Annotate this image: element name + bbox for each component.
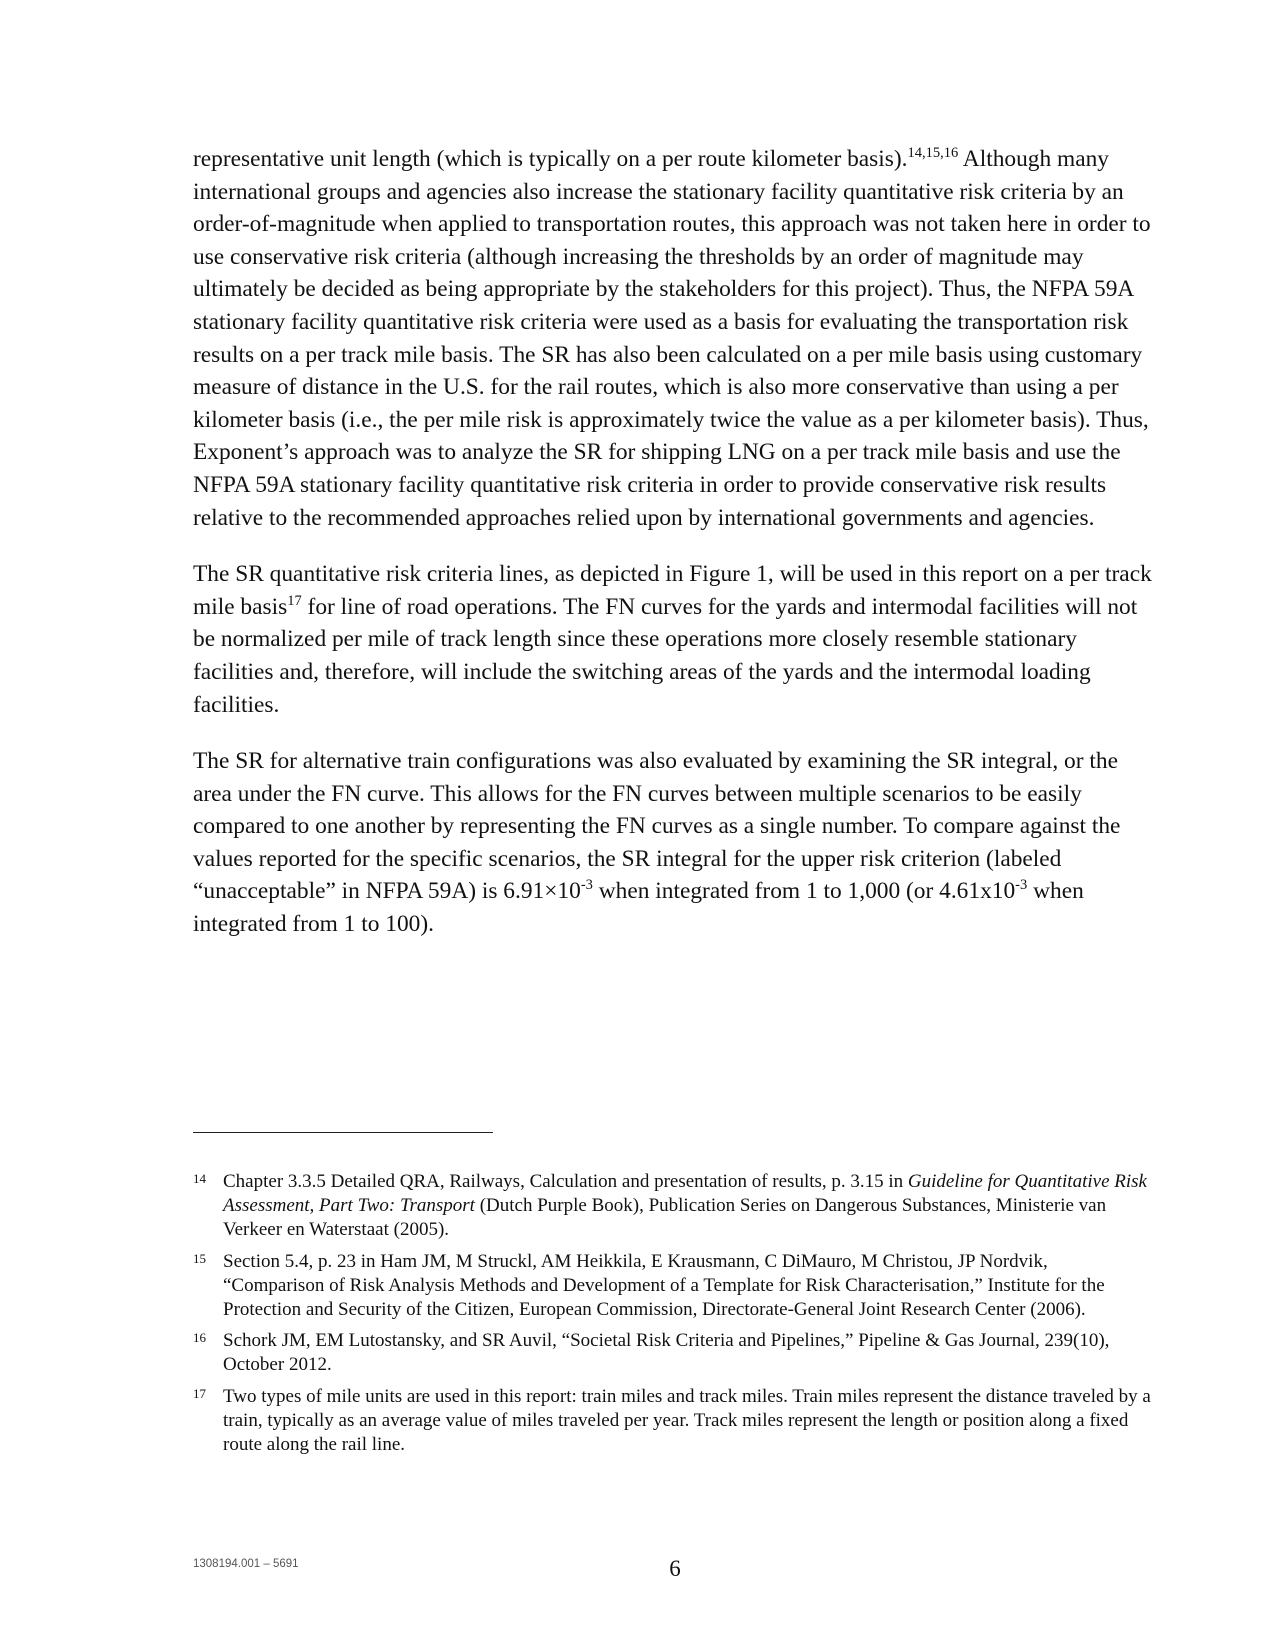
- footnote-ref: -3: [580, 877, 593, 894]
- footnotes: [193, 1170, 1153, 1464]
- footnote-text: [223, 1385, 1153, 1458]
- footnote-text: [223, 1329, 1153, 1377]
- footnote-17: [193, 1385, 1153, 1458]
- text-run: The SR for alternative train configurations was also evaluated by examining the SR integral, or the area under the FN curve. This allows for the FN curves between multiple scenarios to be easily compared to one another by representing the FN curves as a single number. To compare against the values reported for the specific scenarios, the SR integral for the upper risk criterion (labeled “unacceptable” in NFPA 59A) is 6.91×10: [193, 748, 1121, 905]
- text-run: for line of road operations. The FN curves for the yards and intermodal facilities will not be normalized per mile of track length since these operations more closely resemble stationary facilities and, therefore, will include the switching areas of the yards and the intermodal loading facilities.: [193, 593, 1138, 718]
- footnote-14: [193, 1170, 1153, 1243]
- footnote-number: 15: [193, 1250, 206, 1266]
- footnote-text: [223, 1170, 1153, 1243]
- footnote-ref: 17: [287, 592, 302, 609]
- text-run: The SR quantitative risk criteria lines, as depicted in Figure 1, will be used in this report on a per track mile basis: [193, 561, 1152, 620]
- footnote-ref: 14,15,16: [907, 145, 959, 162]
- page-number: 6: [669, 1556, 681, 1581]
- italic-title: Guideline for Quantitative Risk Assessment, Part Two: Transport: [223, 1171, 1147, 1217]
- text-run: Section 5.4, p. 23 in Ham JM, M Struckl, AM Heikkila, E Krausmann, C DiMauro, M Christou, JP Nordvik, “Comparison of Risk Analysis Methods and Development of a Template for Risk Characterisation,” Institute for the Protection and Security of the Citizen, European Commission, Directorate-General Joint Research Center (2006).: [223, 1250, 1105, 1321]
- text-run: when integrated from 1 to 1,000 (or 4.61x10: [592, 878, 1016, 905]
- body-text: [193, 143, 1153, 965]
- text-run: when integrated from 1 to 100).: [193, 878, 1084, 938]
- footnote-15: [193, 1250, 1153, 1323]
- footnote-number: 16: [193, 1330, 206, 1346]
- text-run: Schork JM, EM Lutostansky, and SR Auvil, “Societal Risk Criteria and Pipelines,” Pipeline & Gas Journal, 239(10), October 2012.: [223, 1330, 1110, 1376]
- footnote-ref: -3: [1015, 877, 1028, 894]
- text-run: Chapter 3.3.5 Detailed QRA, Railways, Calculation and presentation of results, p. 3.15 in: [223, 1171, 908, 1192]
- footnote-separator: [193, 1132, 493, 1133]
- paragraph-1: [193, 143, 1153, 534]
- footnote-number: 17: [193, 1385, 206, 1401]
- text-run: Two types of mile units are used in this report: train miles and track miles. Train miles represent the distance traveled by a train, typically as an average value of miles traveled per year. Track miles represent the length or position along a fixed route along the rail line.: [223, 1385, 1151, 1456]
- text-run: (Dutch Purple Book), Publication Series on Dangerous Substances, Ministerie van Verkeer en Waterstaat (2005).: [223, 1195, 1107, 1241]
- paragraph-2: [193, 558, 1153, 721]
- text-run: representative unit length (which is typically on a per route kilometer basis).: [193, 146, 908, 172]
- paragraph-3: [193, 745, 1153, 941]
- text-run: Although many international groups and agencies also increase the stationary facility quantitative risk criteria by an order-of-magnitude when applied to transportation routes, this approach was not taken here in order to use conservative risk criteria (although increasing the thresholds by an order of magnitude may ultimately be decided as being appropriate by the stakeholders for this project). Thus, the NFPA 59A stationary facility quantitative risk criteria were used as a basis for evaluating the transportation risk results on a per track mile basis. The SR has also been calculated on a per mile basis using customary measure of distance in the U.S. for the rail routes, which is also more conservative than using a per kilometer basis (i.e., the per mile risk is approximately twice the value as a per kilometer basis). Thus, Exponent’s approach was to analyze the SR for shipping LNG on a per track mile basis and use the NFPA 59A stationary facility quantitative risk criteria in order to provide conservative risk results relative to the recommended approaches relied upon by international governments and agencies.: [193, 146, 1151, 531]
- footnote-text: [223, 1250, 1153, 1323]
- footnote-16: [193, 1329, 1153, 1377]
- footnote-number: 14: [193, 1171, 206, 1186]
- document-id: 1308194.001 – 5691: [193, 1558, 299, 1570]
